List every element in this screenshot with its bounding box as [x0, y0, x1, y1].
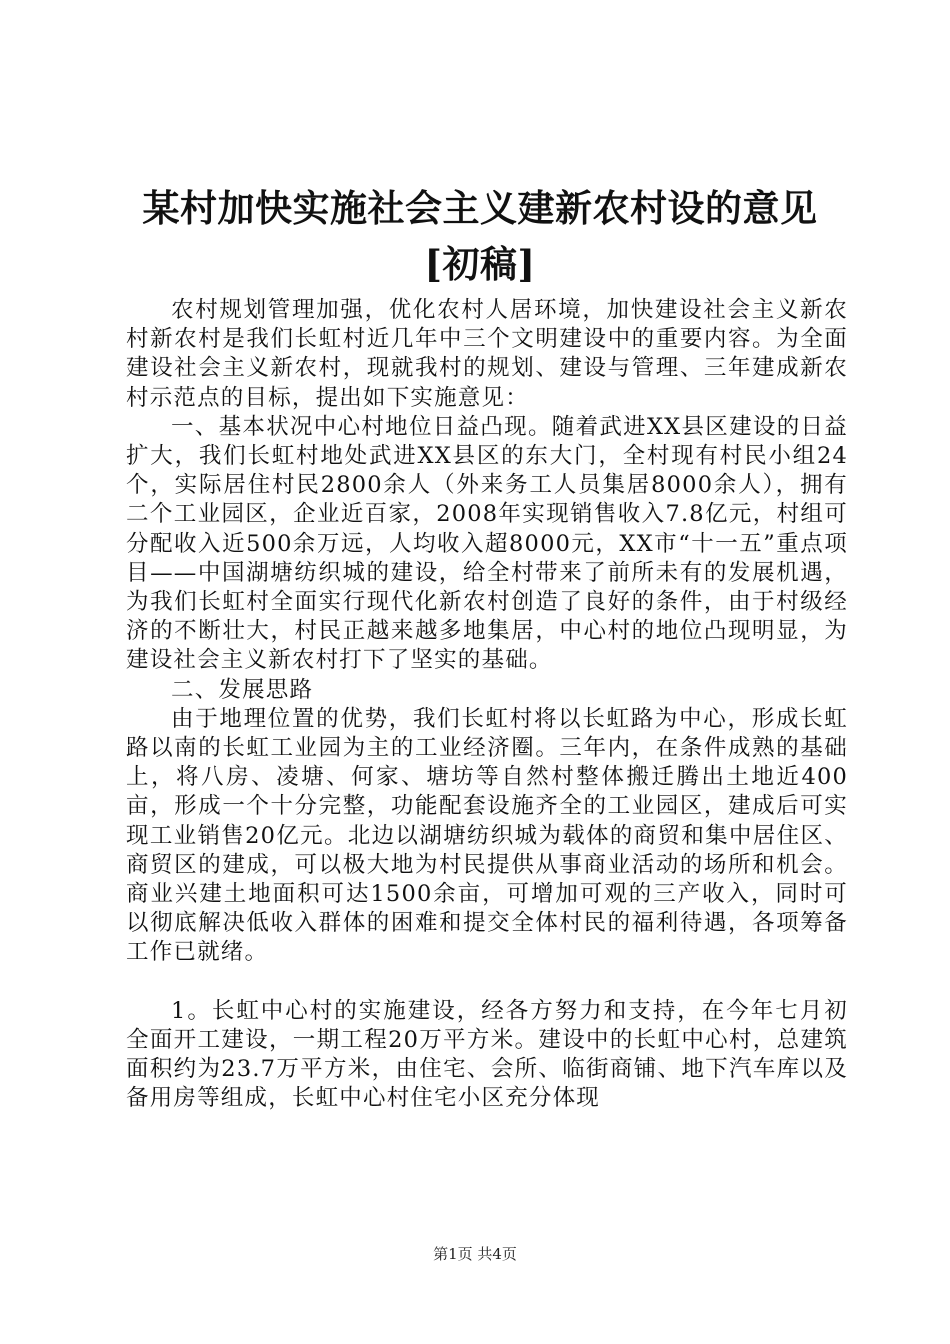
- document-title: 某村加快实施社会主义建新农村设的意见[初稿]: [142, 186, 818, 286]
- page-footer: 第1页 共4页: [433, 1245, 517, 1263]
- document-body: [126, 296, 848, 1113]
- development-ideas-paragraph: 由于地理位置的优势，我们长虹村将以长虹路为中心，形成长虹路以南的长虹工业园为主的工业经济圈。三年内，在条件成熟的基础上，将八房、凌塘、何家、塘坊等自然村整体搬迁腾出土地近400亩，形成一个十分完整，功能配套设施齐全的工业园区，建成后可实现工业销售20亿元。北边以湖塘纺织城为载体的商贸和集中居住区、商贸区的建成，可以极大地为村民提供从事商业活动的场所和机会。商业兴建土地面积可达1500余亩，可增加可观的三产收入，同时可以彻底解决低收入群体的困难和提交全体村民的福利待遇，各项筹备工作已就绪。: [126, 705, 848, 966]
- section-heading-development-ideas: 二、发展思路: [171, 676, 314, 703]
- section-basic-status-paragraph: 一、基本状况中心村地位日益凸现。随着武进XX县区建设的日益扩大，我们长虹村地处武进XX县区的东大门，全村现有村民小组24个，实际居住村民2800余人（外来务工人员集居8000余人），拥有二个工业园区，企业近百家，2008年实现销售收入7.8亿元，村组可分配收入近500余万远，人均收入超8000元，XX市“十一五”重点项目——中国湖塘纺织城的建设，给全村带来了前所未有的发展机遇，为我们长虹村全面实行现代化新农村创造了良好的条件，由于村级经济的不断壮大，村民正越来越多地集居，中心村的地位凸现明显，为建设社会主义新农村打下了坚实的基础。: [126, 413, 848, 674]
- item-1-paragraph: 1。长虹中心村的实施建设，经各方努力和支持，在今年七月初全面开工建设，一期工程20万平方米。建设中的长虹中心村，总建筑面积约为23.7万平方米，由住宅、会所、临街商铺、地下汽车库以及备用房等组成，长虹中心村住宅小区充分体现: [126, 997, 848, 1112]
- intro-paragraph: 农村规划管理加强，优化农村人居环境，加快建设社会主义新农村新农村是我们长虹村近几年中三个文明建设中的重要内容。为全面建设社会主义新农村，现就我村的规划、建设与管理、三年建成新农村示范点的目标，提出如下实施意见：: [126, 297, 848, 411]
